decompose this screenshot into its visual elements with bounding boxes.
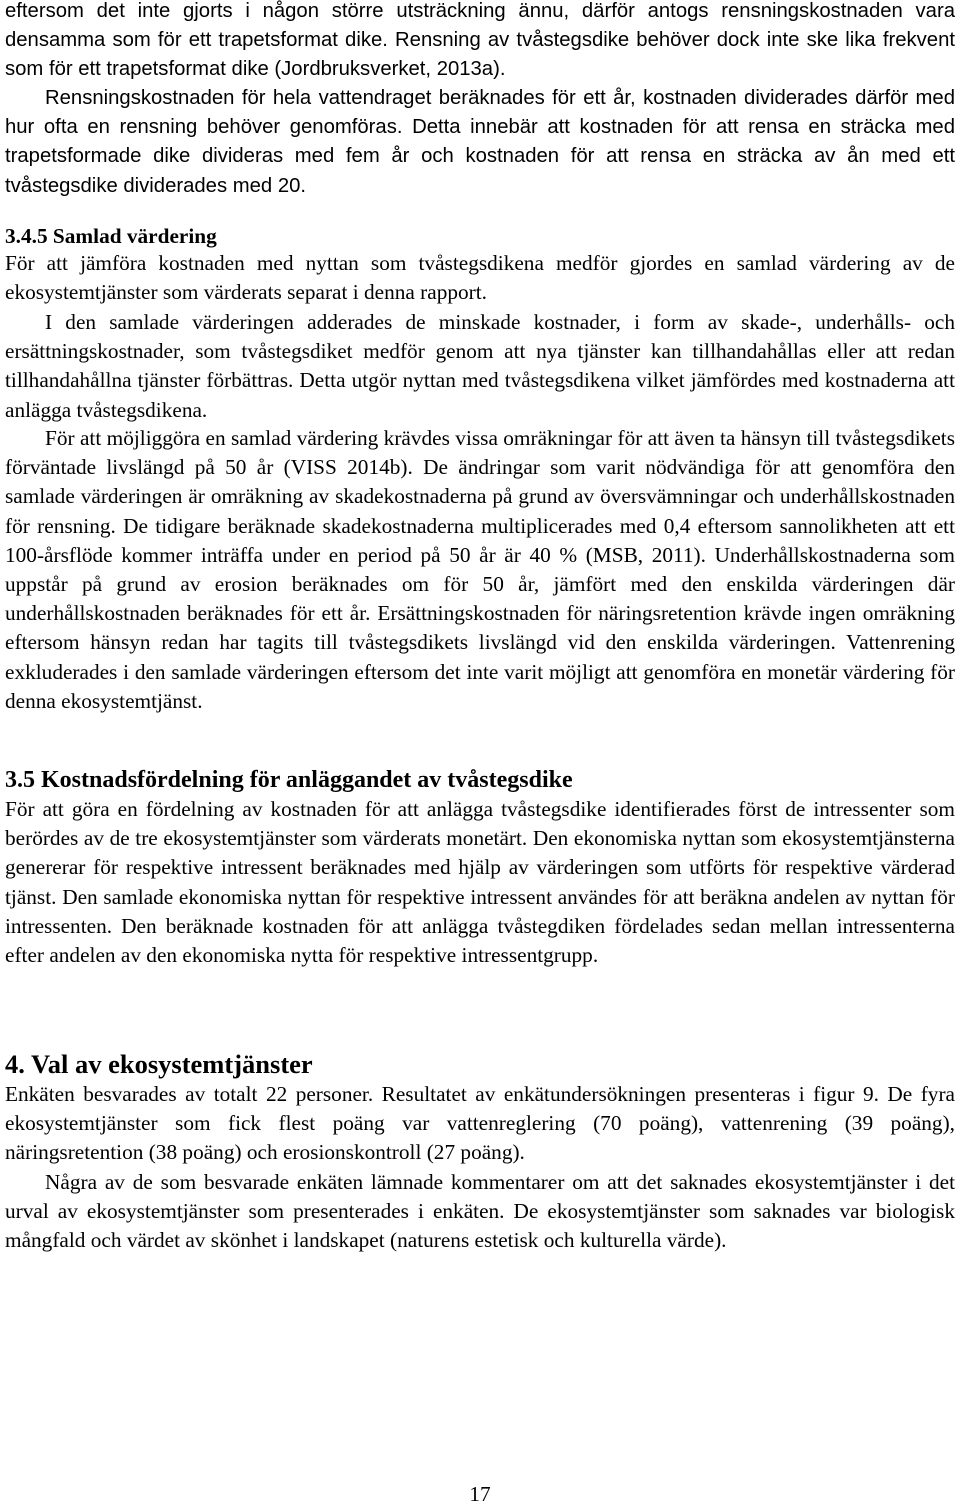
- page-number: 17: [469, 1482, 491, 1506]
- intro-paragraph-1: eftersom det inte gjorts i någon större utsträckning ännu, därför antogs rensningskostnaden vara densamma som för ett trapetsformat dike. Rensning av tvåstegsdike behöver dock inte ske lika frekvent som för ett trapetsformat dike (Jordbruksverket, 2013a).: [5, 0, 955, 81]
- chapter-4-paragraph-1: Enkäten besvarades av totalt 22 personer. Resultatet av enkätundersökningen presenteras i figur 9. De fyra ekosystemtjänster som fick flest poäng var vattenreglering (70 poäng), vattenrening (39 poäng), näringsretention (38 poäng) och erosionskontroll (27 poäng).: [5, 1082, 955, 1165]
- intro-paragraph-2: Rensningskostnaden för hela vattendraget beräknades för ett år, kostnaden dividerades därför med hur ofta en rensning behöver genomföras. Detta innebär att kostnaden för att rensa en sträcka med trapetsformade dike divideras med fem år och kostnaden för att rensa en sträcka av ån med ett tvåstegsdike dividerades med 20.: [5, 87, 955, 197]
- chapter-heading-4: 4. Val av ekosystemtjänster: [5, 1049, 313, 1079]
- section-3-5-paragraph-1: För att göra en fördelning av kostnaden för att anlägga tvåstegsdike identifierades först de intressenter som berördes av de tre ekosystemtjänster som värderats monetärt. Den ekonomiska nyttan som ekosystemtjänsterna genererar för respektive intressent beräknades med hjälp av värderingen som utförts för respektive värderad tjänst. Den samlade ekonomiska nyttan för respektive intressent användes för att beräkna andelen av nyttan för intressenten. Den beräknade kostnaden för att anlägga tvåstegdiken fördelades sedan mellan intressenterna efter andelen av den ekonomiska nytta för respektive intressentgrupp.: [5, 797, 955, 968]
- section-3-4-5-paragraph-2: I den samlade värderingen adderades de minskade kostnader, i form av skade-, underhålls- och ersättningskostnader, som tvåstegsdiket medför genom att nya tjänster kan tillhandahållas eller att redan tillhandahållna tjänster förbättras. Detta utgör nyttan med tvåstegsdikena vilket jämfördes med kostnaderna att anlägga tvåstegsdikena.: [5, 310, 955, 422]
- section-3-4-5-paragraph-1: För att jämföra kostnaden med nyttan som tvåstegsdikena medför gjordes en samlad värdering av de ekosystemtjänster som värderats separat i denna rapport.: [5, 251, 955, 305]
- section-heading-3-4-5: 3.4.5 Samlad värdering: [5, 224, 217, 248]
- chapter-4-paragraph-2: Några av de som besvarade enkäten lämnade kommentarer om att det saknades ekosystemtjänster i det urval av ekosystemtjänster som presenterades i enkäten. De ekosystemtjänster som saknades var biologisk mångfald och värdet av skönhet i landskapet (naturens estetisk och kulturella värde).: [5, 1170, 955, 1253]
- section-heading-3-5: 3.5 Kostnadsfördelning för anläggandet av tvåstegsdike: [5, 767, 573, 793]
- section-3-4-5-paragraph-3: För att möjliggöra en samlad värdering krävdes vissa omräkningar för att även ta hänsyn till tvåstegsdikets förväntade livslängd på 50 år (VISS 2014b). De ändringar som varit nödvändiga för att genomföra den samlade värderingen är omräkning av skadekostnaderna på grund av översvämningar och underhållskostnaden för rensning. De tidigare beräknade skadekostnaderna multiplicerades med 0,4 eftersom sannolikheten att ett 100-årsflöde kommer inträffa under en period på 50 år är 40 % (MSB, 2011). Underhållskostnaderna som uppstår på grund av erosion beräknades om för 50 år, jämfört med den enskilda värderingen där underhållskostnaden beräknades för ett år. Ersättningskostnaden för näringsretention krävde ingen omräkning eftersom hänsyn redan har tagits till tvåstegsdikets livslängd vid den enskilda värderingen. Vattenrening exkluderades i den samlade värderingen eftersom det inte varit möjligt att genomföra en monetär värdering för denna ekosystemtjänst.: [5, 426, 955, 713]
